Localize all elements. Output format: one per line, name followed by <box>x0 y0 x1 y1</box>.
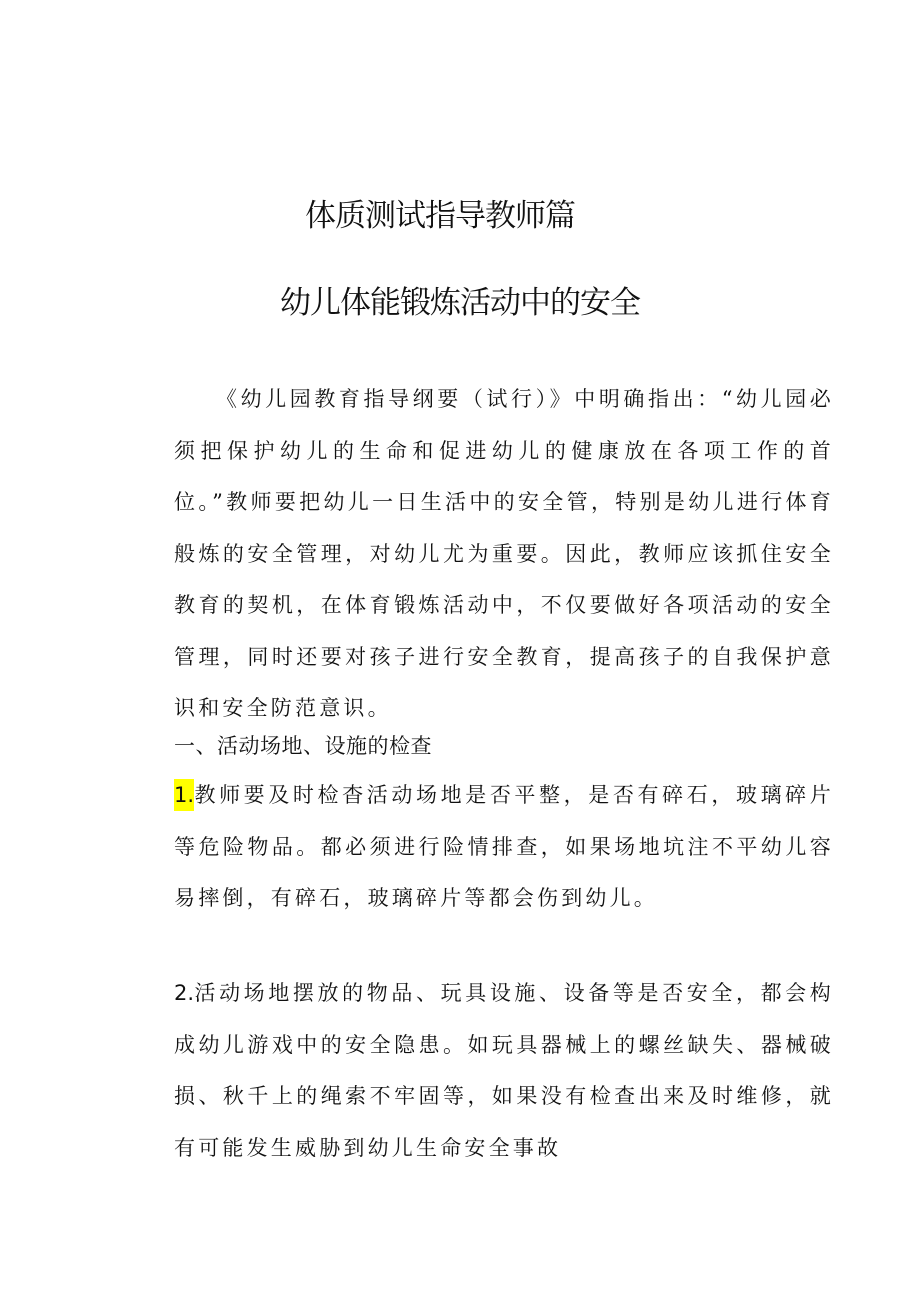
document-subtitle: 幼儿体能锻炼活动中的安全 <box>280 285 640 321</box>
item-number: 2. <box>174 981 195 1005</box>
item-text: 教师要及时检杳活动场地是否平整，是否有碎石，玻璃碎片等危险物品。都必须进行险情排查，如果场地坑注不平幼儿容易摔倒，有碎石，玻璃碎片等都会伤到幼儿。 <box>174 783 834 910</box>
intro-paragraph: 《幼儿园教育指导纲要（试行）》中明确指出：“幼儿园必须把保护幼儿的生命和促进幼儿的健康放在各项工作的首位。”教师要把幼儿一日生活中的安全管，特别是幼儿进行体育般炼的安全管理，对幼儿尤为重要。因此，教师应该抓住安全教育的契机，在体育锻炼活动中，不仅要做好各项活动的安全管理，同时还要对孩子进行安全教育，提高孩子的自我保护意识和安全防范意识。 <box>174 387 834 720</box>
list-item-2 <box>174 968 834 1174</box>
item-text: 活动场地摆放的物品、玩具设施、设备等是否安全，都会构成幼儿游戏中的安全隐患。如玩具器械上的螺丝缺失、器械破损、秋千上的绳索不牢固等，如果没有检查出来及时维修，就有可能发生威胁到幼儿生命安全事故 <box>174 981 834 1160</box>
section-heading: 一、活动场地、设施的检查 <box>174 734 432 758</box>
item-number-highlighted: 1. <box>174 779 194 811</box>
document-title: 体质测试指导教师篇 <box>305 198 575 234</box>
list-item-1 <box>174 770 834 925</box>
